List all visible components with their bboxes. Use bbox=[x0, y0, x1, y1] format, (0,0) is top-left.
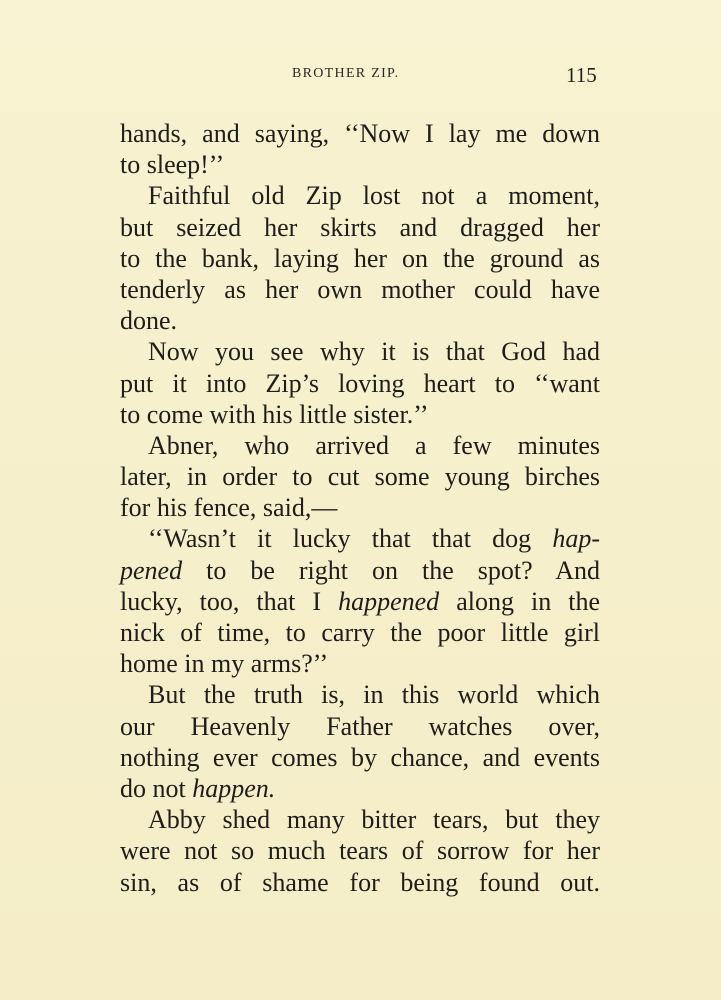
text-line-content: to sleep!’’ bbox=[120, 150, 225, 180]
text-line-content: But the truth is, in this world which bbox=[148, 680, 600, 710]
text-line-content: put it into Zip’s loving heart to ‘‘want bbox=[120, 368, 600, 398]
text-line-content: but seized her skirts and dragged her bbox=[120, 212, 600, 242]
text-line-content: tenderly as her own mother could have bbox=[120, 274, 600, 304]
text-line-content: Faithful old Zip lost not a moment, bbox=[148, 181, 600, 211]
italic-text: happen. bbox=[192, 773, 276, 803]
text-line bbox=[120, 492, 600, 523]
text-line-content: were not so much tears of sorrow for her bbox=[120, 836, 600, 866]
text-line-content: along in the bbox=[456, 586, 600, 616]
text-line-content: hands, and saying, ‘‘Now I lay me down bbox=[120, 119, 600, 148]
text-line bbox=[120, 180, 600, 211]
italic-text: hap- bbox=[552, 524, 600, 554]
text-line bbox=[120, 523, 600, 554]
page-number: 115 bbox=[566, 63, 597, 87]
text-line bbox=[120, 711, 600, 742]
text-line-content: ‘‘Wasn’t it lucky that that dog bbox=[148, 524, 532, 554]
text-line-content: lucky, too, that I bbox=[120, 586, 322, 616]
text-line bbox=[120, 368, 600, 399]
page-text bbox=[120, 118, 600, 898]
text-line bbox=[120, 586, 600, 617]
text-line-content: Abby shed many bitter tears, but they bbox=[148, 805, 600, 835]
text-line bbox=[120, 243, 600, 274]
text-line-content: home in my arms?’’ bbox=[120, 649, 329, 679]
text-line-content: Now you see why it is that God had bbox=[148, 337, 600, 367]
text-line bbox=[120, 617, 600, 648]
text-line-content: do not bbox=[120, 773, 186, 803]
text-line-content: for his fence, said,— bbox=[120, 493, 338, 523]
text-line-content: Abner, who arrived a few minutes bbox=[148, 430, 600, 460]
text-line bbox=[120, 648, 600, 679]
text-line bbox=[120, 679, 600, 710]
text-line-content: to the bank, laying her on the ground as bbox=[120, 243, 600, 273]
text-line bbox=[120, 835, 600, 866]
text-line bbox=[120, 867, 600, 898]
text-line bbox=[120, 149, 600, 180]
chapter-title: BROTHER ZIP. bbox=[292, 66, 400, 81]
text-line bbox=[120, 461, 600, 492]
text-line bbox=[120, 118, 600, 149]
text-line bbox=[120, 212, 600, 243]
text-line bbox=[120, 336, 600, 367]
text-line bbox=[120, 555, 600, 586]
text-line bbox=[120, 399, 600, 430]
text-line-content: sin, as of shame for being found out. bbox=[120, 867, 600, 897]
text-line-content: to come with his little sister.’’ bbox=[120, 399, 429, 429]
text-line bbox=[120, 742, 600, 773]
text-line-content: to be right on the spot? And bbox=[206, 555, 601, 585]
text-line bbox=[120, 804, 600, 835]
text-line-content: our Heavenly Father watches over, bbox=[120, 711, 600, 741]
text-line-content: nothing ever comes by chance, and events bbox=[120, 742, 600, 772]
italic-text: pened bbox=[120, 555, 183, 585]
text-line-content: done. bbox=[120, 306, 178, 336]
text-line-content: later, in order to cut some young birches bbox=[120, 462, 600, 492]
text-line bbox=[120, 305, 600, 336]
text-line bbox=[120, 773, 600, 804]
running-header bbox=[0, 63, 721, 94]
text-line-content: nick of time, to carry the poor little girl bbox=[120, 618, 600, 647]
text-line bbox=[120, 430, 600, 461]
text-line bbox=[120, 274, 600, 305]
italic-text: happened bbox=[338, 586, 440, 616]
